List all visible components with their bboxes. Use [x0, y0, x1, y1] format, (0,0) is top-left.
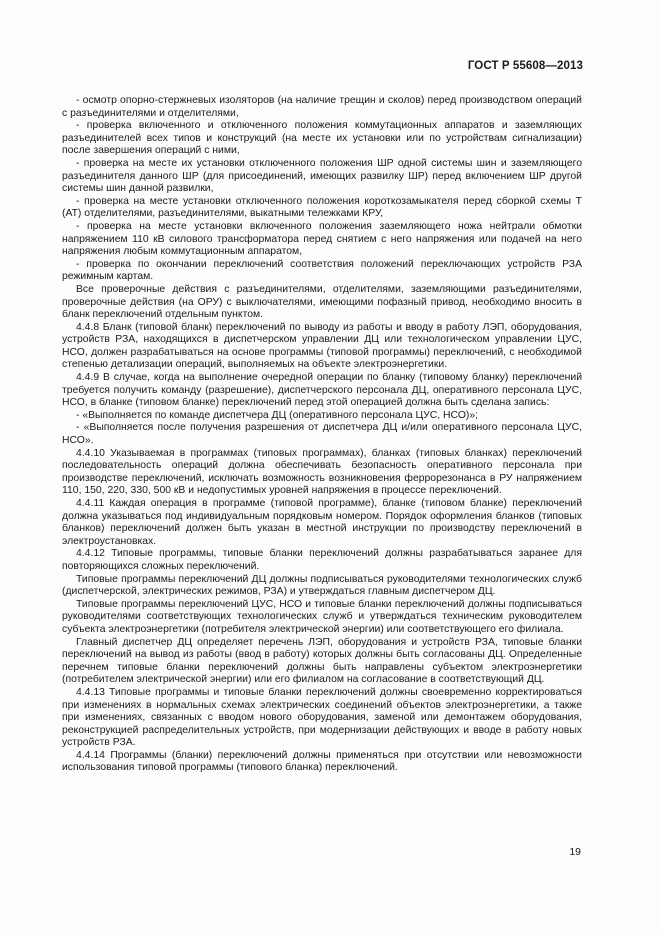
paragraph: 4.4.12 Типовые программы, типовые бланки переключений должны разрабатываться заранее для повторяющихся сложных переключений. — [62, 548, 582, 572]
paragraph: - проверка на месте установки отключенного положения короткозамыкателя перед сборкой схемы Т (АТ) отделителями, разъединителями, выкатными тележками КРУ, — [62, 195, 582, 220]
standard-code: ГОСТ Р 55608—2013 — [467, 60, 583, 72]
body-text — [62, 95, 582, 775]
paragraph: - проверка включенного и отключенного положения коммутационных аппаратов и заземляющих разъединителей всех типов и конструкций (на месте их установки или по устройствам сигнализации) после завершения операций с ними, — [62, 120, 582, 157]
paragraph: Все проверочные действия с разъединителями, отделителями, заземляющими разъединителями, проверочные действия (на ОРУ) с выключателями, имеющими пофазный привод, необходимо вносить в бланк переключений отдельным пунктом. — [62, 283, 582, 321]
paragraph: 4.4.14 Программы (бланки) переключений должны применяться при отсутствии или невозможности использования типовой программы (типового бланка) переключений. — [62, 749, 582, 774]
paragraph: - проверка на месте их установки отключенного положения ШР одной системы шин и заземляющего разъединителя данного ШР (для присоединений, имеющих развилку ШР) перед включением ШР другой системы шин данной развилки, — [62, 157, 582, 195]
paragraph: - осмотр опорно-стержневых изоляторов (на наличие трещин и сколов) перед производством операций с разъединителями и отделителями, — [62, 95, 582, 119]
paragraph: Главный диспетчер ДЦ определяет перечень ЛЭП, оборудования и устройств РЗА, типовые бланки переключений на вывод из работы (ввод в работу) которых должны быть согласованы ДЦ. Определенные перечнем типовые бланки переключений должны быть направлены субъектом электроэнергетики (потребителем электрической энергии) или его филиалом на согласование в соответствующий ДЦ. — [62, 636, 582, 686]
paragraph: Типовые программы переключений ДЦ должны подписываться руководителями технологических служб (диспетчерской, электрических режимов, РЗА) и утверждаться главным диспетчером ДЦ. — [62, 573, 582, 598]
paragraph: Типовые программы переключений ЦУС, НСО и типовые бланки переключений должны подписываться руководителями соответствующих технологических служб и утверждаться техническим руководителем субъекта электроэнергетики (потребителя электрической энергии) или соответствующего его филиала. — [62, 598, 582, 635]
paragraph: - «Выполняется после получения разрешения от диспетчера ДЦ и/или оперативного персонала ЦУС, НСО». — [62, 422, 582, 447]
paragraph: 4.4.9 В случае, когда на выполнение очередной операции по бланку (типовому бланку) переключений требуется получить команду (разрешение), диспетчерского персонала ДЦ, оперативного персонала ЦУС, НСО, в бланке (типовом бланке) переключений перед этой операцией должна быть сделана запись: — [62, 372, 582, 409]
paragraph: - проверка по окончании переключений соответствия положений переключающих устройств РЗА режимным картам. — [62, 258, 582, 283]
paragraph: 4.4.13 Типовые программы и типовые бланки переключений должны своевременно корректироваться при изменениях в нормальных схемах электрических соединений объектов электроэнергетики, а также при изменениях, связанных с вводом нового оборудования, заменой или демонтажем оборудования, реконструкцией распределительных устройств, при модернизации действующих и вводе в работу новых устройств РЗА. — [62, 686, 582, 749]
paragraph: 4.4.11 Каждая операция в программе (типовой программе), бланке (типовом бланке) переключений должна указываться под индивидуальным порядковым номером. Порядок оформления бланков (типовых бланков) переключений должен быть указан в местной инструкции по производству переключений в электроустановках. — [62, 498, 582, 547]
paragraph: - проверка на месте установки включенного положения заземляющего ножа нейтрали обмотки напряжением 110 кВ силового трансформатора перед снятием с него напряжения или подачей на него напряжения любым коммутационным аппаратом, — [62, 220, 582, 258]
paragraph: - «Выполняется по команде диспетчера ДЦ (оперативного персонала ЦУС, НСО)»; — [76, 409, 479, 421]
paragraph: 4.4.10 Указываемая в программах (типовых программах), бланках (типовых бланках) переключений последовательность операций должна обеспечивать безопасность оперативного персонала при производстве переключений, исключать возможность возникновения феррорезонанса в РУ напряжением 110, 150, 220, 330, 500 кВ и недопустимых уровней напряжения в процессе переключений. — [62, 447, 582, 497]
page-number: 19 — [569, 846, 581, 858]
paragraph: 4.4.8 Бланк (типовой бланк) переключений по выводу из работы и вводу в работу ЛЭП, оборудования, устройств РЗА, находящихся в диспетчерском управлении ДЦ или технологическом управлении ЦУС, НСО, должен разрабатываться на основе программы (типовой программы) переключений, с необходимой степенью детализации операций, выполняемых на объекте электроэнергетики. — [62, 321, 582, 371]
